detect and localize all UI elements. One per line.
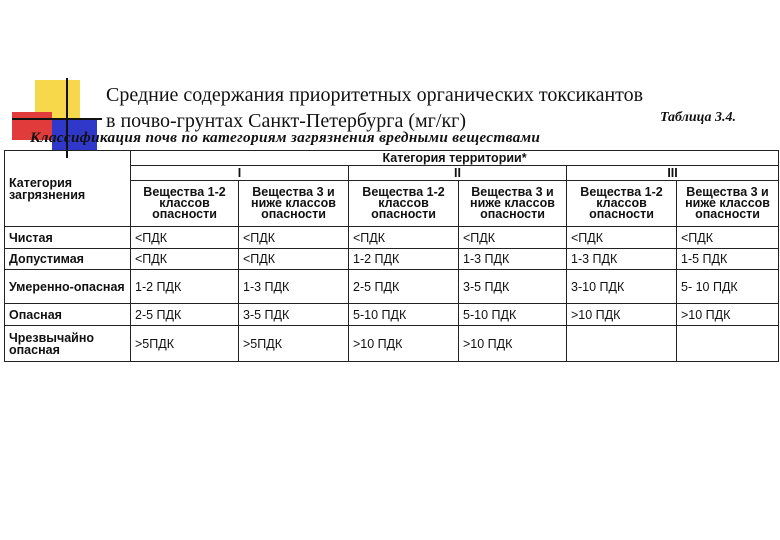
table-cell: >10 ПДК xyxy=(459,326,567,362)
table-cell: 3-10 ПДК xyxy=(567,270,677,304)
table-cell: 1-3 ПДК xyxy=(459,249,567,270)
table-cell: 5-10 ПДК xyxy=(349,304,459,326)
header-group-2: II xyxy=(349,166,567,181)
table-cell: 1-2 ПДК xyxy=(131,270,239,304)
slide-title-line1: Средние содержания приоритетных органических токсикантов xyxy=(106,84,644,106)
table-cell xyxy=(677,326,779,362)
table-cell: <ПДК xyxy=(131,249,239,270)
table-cell: <ПДК xyxy=(239,249,349,270)
subheader-cell: Вещества 1-2 классов опасности xyxy=(349,181,459,227)
table-cell: >5ПДК xyxy=(131,326,239,362)
row-category: Чистая xyxy=(5,227,131,249)
table-cell: >5ПДК xyxy=(239,326,349,362)
subheader-cell: Вещества 1-2 классов опасности xyxy=(567,181,677,227)
header-territory-category: Категория территории* xyxy=(131,151,779,166)
table-cell: 1-5 ПДК xyxy=(677,249,779,270)
table-cell xyxy=(567,326,677,362)
row-category: Умеренно-опасная xyxy=(5,270,131,304)
header-pollution-category: Категория загрязнения xyxy=(5,151,131,227)
table-cell: 3-5 ПДК xyxy=(239,304,349,326)
row-category: Чрезвычайно опасная xyxy=(5,326,131,362)
header-group-1: I xyxy=(131,166,349,181)
classification-table xyxy=(4,150,779,362)
subheader-cell: Вещества 3 и ниже классов опасности xyxy=(677,181,779,227)
decor-horizontal-line xyxy=(12,118,102,120)
table-number: Таблица 3.4. xyxy=(660,110,736,125)
slide-title xyxy=(106,82,643,134)
table-cell: >10 ПДК xyxy=(677,304,779,326)
table-row xyxy=(5,304,779,326)
table-cell: 3-5 ПДК xyxy=(459,270,567,304)
subheader-cell: Вещества 1-2 классов опасности xyxy=(131,181,239,227)
table-cell: <ПДК xyxy=(349,227,459,249)
table-cell: <ПДК xyxy=(677,227,779,249)
table-row xyxy=(5,326,779,362)
row-category: Опасная xyxy=(5,304,131,326)
table-row xyxy=(5,270,779,304)
table-cell: <ПДК xyxy=(239,227,349,249)
table-caption: Классификация почв по категориям загрязнения вредными веществами xyxy=(30,130,541,146)
table-cell: >10 ПДК xyxy=(567,304,677,326)
header-group-3: III xyxy=(567,166,779,181)
table-row xyxy=(5,249,779,270)
table-cell: >10 ПДК xyxy=(349,326,459,362)
table-cell: 1-3 ПДК xyxy=(567,249,677,270)
table-cell: 1-2 ПДК xyxy=(349,249,459,270)
table-cell: 5- 10 ПДК xyxy=(677,270,779,304)
table-cell: <ПДК xyxy=(131,227,239,249)
table-cell: <ПДК xyxy=(567,227,677,249)
table-cell: 1-3 ПДК xyxy=(239,270,349,304)
row-category: Допустимая xyxy=(5,249,131,270)
table-cell: 2-5 ПДК xyxy=(131,304,239,326)
table-cell: 2-5 ПДК xyxy=(349,270,459,304)
slide-title-line2: в почво-грунтах Санкт-Петербурга (мг/кг) xyxy=(106,110,467,132)
table-cell: 5-10 ПДК xyxy=(459,304,567,326)
subheader-cell: Вещества 3 и ниже классов опасности xyxy=(459,181,567,227)
subheader-cell: Вещества 3 и ниже классов опасности xyxy=(239,181,349,227)
table-cell: <ПДК xyxy=(459,227,567,249)
table-row xyxy=(5,227,779,249)
